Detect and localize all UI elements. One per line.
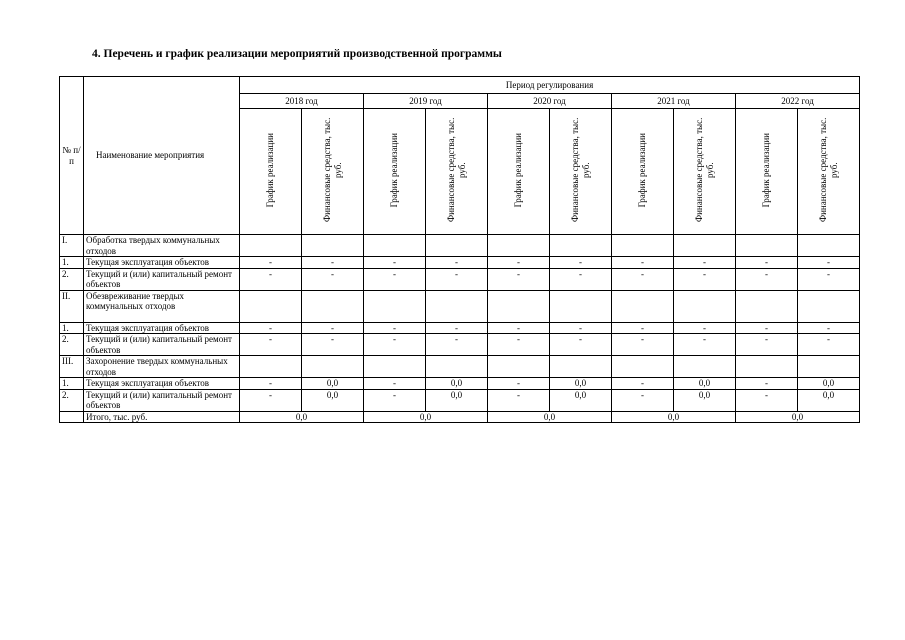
total-value: 0,0 [488,411,612,423]
section-row [60,290,860,322]
row-num: 1. [60,257,84,269]
table-row [60,389,860,411]
program-table [59,76,860,423]
finance-cell: - [674,334,736,356]
finance-cell [426,235,488,257]
row-num: III. [60,356,84,378]
finance-cell: - [426,257,488,269]
table-row [60,322,860,334]
row-name: Текущая эксплуатация объектов [84,378,240,390]
header-year: 2021 год [612,94,736,109]
header-year: 2022 год [736,94,860,109]
row-num: 1. [60,378,84,390]
row-num: I. [60,235,84,257]
finance-cell [550,235,612,257]
finance-cell [798,356,860,378]
schedule-cell: - [364,268,426,290]
schedule-cell [240,356,302,378]
finance-cell: - [674,268,736,290]
table-row [60,257,860,269]
schedule-cell [488,290,550,322]
header-finance [798,109,860,235]
schedule-cell: - [364,257,426,269]
finance-cell: 0,0 [550,378,612,390]
schedule-cell: - [364,334,426,356]
header-finance [674,109,736,235]
finance-cell: - [550,268,612,290]
section-row [60,356,860,378]
schedule-cell: - [736,257,798,269]
schedule-cell: - [736,389,798,411]
schedule-cell: - [240,389,302,411]
schedule-cell [612,235,674,257]
header-schedule-text: График реализации [513,133,523,208]
finance-cell: 0,0 [426,378,488,390]
finance-cell: 0,0 [302,378,364,390]
finance-cell: - [426,268,488,290]
row-name: Захоронение твердых коммунальных отходов [84,356,240,378]
schedule-cell: - [488,378,550,390]
schedule-cell [364,235,426,257]
finance-cell [798,290,860,322]
row-name: Текущая эксплуатация объектов [84,322,240,334]
table-row [60,268,860,290]
finance-cell [674,235,736,257]
finance-cell: - [798,257,860,269]
finance-cell: - [302,334,364,356]
section-row [60,235,860,257]
schedule-cell: - [736,268,798,290]
finance-cell: - [798,334,860,356]
schedule-cell [488,356,550,378]
header-schedule [240,109,302,235]
header-schedule [736,109,798,235]
header-finance-text: Финансовые средства, тыс. руб. [693,118,715,223]
finance-cell [550,290,612,322]
header-schedule-text: График реализации [389,133,399,208]
schedule-cell: - [488,389,550,411]
finance-cell: - [550,334,612,356]
table-row [60,378,860,390]
header-num: № п/п [60,77,84,235]
schedule-cell: - [736,334,798,356]
finance-cell [302,290,364,322]
finance-cell [550,356,612,378]
row-num: II. [60,290,84,322]
header-finance-text: Финансовые средства, тыс. руб. [569,118,591,223]
schedule-cell: - [612,257,674,269]
schedule-cell: - [364,322,426,334]
header-period: Период регулирования [240,77,860,94]
header-schedule-text: График реализации [637,133,647,208]
row-num: 2. [60,334,84,356]
schedule-cell: - [488,257,550,269]
total-row [60,411,860,423]
finance-cell: - [302,257,364,269]
header-finance-text: Финансовые средства, тыс. руб. [321,118,343,223]
header-year: 2020 год [488,94,612,109]
schedule-cell: - [240,257,302,269]
row-name: Текущий и (или) капитальный ремонт объектов [84,389,240,411]
table-row [60,334,860,356]
finance-cell [798,235,860,257]
document-title: 4. Перечень и график реализации мероприятий производственной программы [92,48,502,60]
row-name: Обезвреживание твердых коммунальных отходов [84,290,240,322]
finance-cell [426,356,488,378]
header-schedule [364,109,426,235]
finance-cell: - [550,322,612,334]
schedule-cell: - [488,322,550,334]
finance-cell: - [798,268,860,290]
schedule-cell [736,356,798,378]
total-value: 0,0 [240,411,364,423]
header-year: 2018 год [240,94,364,109]
finance-cell: - [302,322,364,334]
row-name: Текущая эксплуатация объектов [84,257,240,269]
finance-cell: - [426,334,488,356]
finance-cell: - [550,257,612,269]
finance-cell [674,290,736,322]
schedule-cell: - [364,389,426,411]
schedule-cell: - [612,268,674,290]
schedule-cell [240,290,302,322]
finance-cell [426,290,488,322]
row-name: Текущий и (или) капитальный ремонт объектов [84,268,240,290]
schedule-cell [736,235,798,257]
finance-cell: - [798,322,860,334]
schedule-cell: - [240,334,302,356]
finance-cell: - [674,322,736,334]
schedule-cell [736,290,798,322]
total-num-blank [60,411,84,423]
total-label: Итого, тыс. руб. [84,411,240,423]
table-body [60,235,860,423]
finance-cell: 0,0 [674,389,736,411]
finance-cell: 0,0 [798,389,860,411]
header-schedule [612,109,674,235]
finance-cell [302,356,364,378]
row-num: 1. [60,322,84,334]
header-finance [550,109,612,235]
finance-cell: 0,0 [550,389,612,411]
schedule-cell: - [612,378,674,390]
header-schedule-text: График реализации [265,133,275,208]
schedule-cell: - [364,378,426,390]
total-value: 0,0 [736,411,860,423]
row-name: Текущий и (или) капитальный ремонт объектов [84,334,240,356]
schedule-cell: - [612,389,674,411]
schedule-cell [364,290,426,322]
schedule-cell [240,235,302,257]
header-name: Наименование мероприятия [84,77,240,235]
table-header [60,77,860,235]
header-schedule-text: График реализации [761,133,771,208]
finance-cell: 0,0 [674,378,736,390]
header-finance [302,109,364,235]
total-value: 0,0 [612,411,736,423]
schedule-cell: - [612,334,674,356]
total-value: 0,0 [364,411,488,423]
schedule-cell: - [488,268,550,290]
schedule-cell: - [240,378,302,390]
schedule-cell: - [612,322,674,334]
schedule-cell: - [240,268,302,290]
schedule-cell [612,356,674,378]
schedule-cell [364,356,426,378]
finance-cell: 0,0 [302,389,364,411]
header-finance-text: Финансовые средства, тыс. руб. [445,118,467,223]
schedule-cell [488,235,550,257]
finance-cell: 0,0 [426,389,488,411]
finance-cell: 0,0 [798,378,860,390]
finance-cell: - [674,257,736,269]
finance-cell [674,356,736,378]
row-num: 2. [60,389,84,411]
schedule-cell [612,290,674,322]
header-finance-text: Финансовые средства, тыс. руб. [817,118,839,223]
schedule-cell: - [736,322,798,334]
schedule-cell: - [736,378,798,390]
finance-cell: - [426,322,488,334]
header-finance [426,109,488,235]
header-schedule [488,109,550,235]
row-num: 2. [60,268,84,290]
schedule-cell: - [240,322,302,334]
finance-cell [302,235,364,257]
row-name: Обработка твердых коммунальных отходов [84,235,240,257]
finance-cell: - [302,268,364,290]
header-year: 2019 год [364,94,488,109]
schedule-cell: - [488,334,550,356]
